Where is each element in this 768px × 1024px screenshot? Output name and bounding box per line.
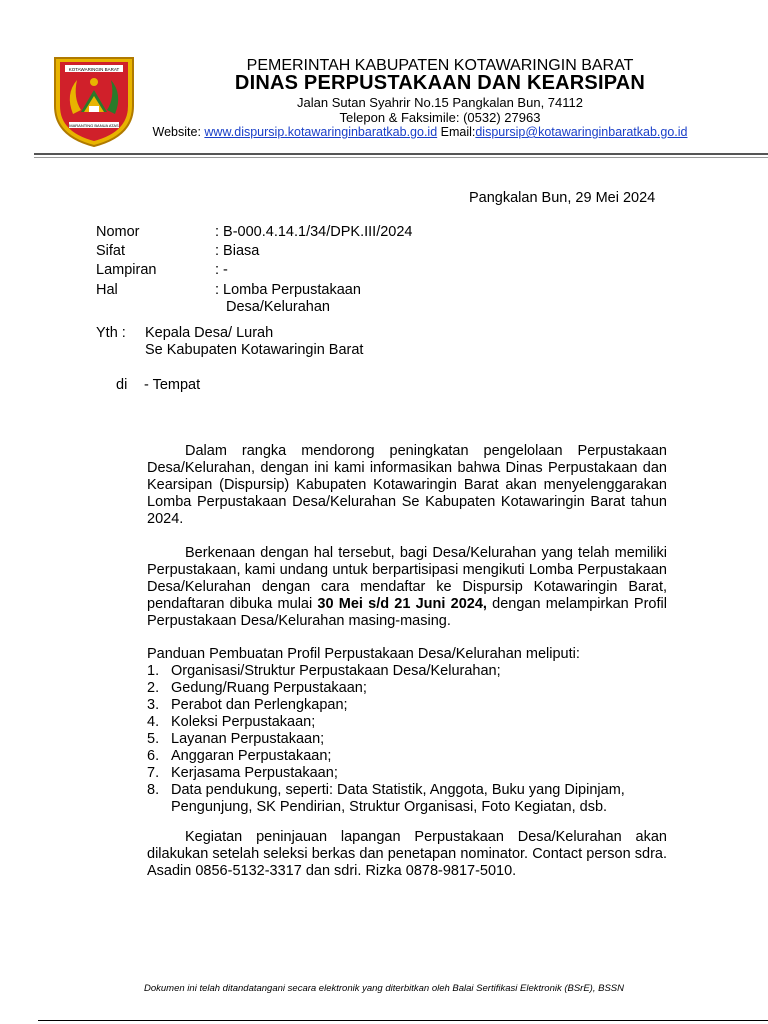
- meta-value-hal-line2: Desa/Kelurahan: [226, 299, 330, 315]
- list-item-number: 8.: [147, 782, 160, 798]
- list-item-text: Koleksi Perpustakaan;: [171, 714, 316, 730]
- place-date: Pangkalan Bun, 29 Mei 2024: [469, 190, 656, 206]
- guide-list: [147, 663, 667, 816]
- letterhead-divider-thin: [34, 157, 768, 158]
- list-item: [147, 663, 667, 680]
- list-item: [147, 782, 667, 816]
- meta-label-sifat: Sifat: [96, 243, 126, 259]
- recipient-line2: Se Kabupaten Kotawaringin Barat: [145, 342, 364, 358]
- recipient-prefix: Yth :: [96, 325, 126, 341]
- office-address: Jalan Sutan Syahrir No.15 Pangkalan Bun, 74112: [297, 95, 583, 110]
- list-item: [147, 731, 667, 748]
- meta-value-nomor: : B-000.4.14.1/34/DPK.III/2024: [215, 224, 413, 240]
- department-name: DINAS PERPUSTAKAAN DAN KEARSIPAN: [234, 72, 646, 94]
- list-item: [147, 697, 667, 714]
- paragraph-closing: Kegiatan peninjauan lapangan Perpustakaan Desa/Kelurahan akan dilakukan setelah seleksi berkas dan penetapan nominator. Contact person sdra. Asadin 0856-5132-3317 dan sdri. Rizka 0878-9817-5010.: [147, 829, 667, 879]
- list-item-number: 4.: [147, 714, 160, 730]
- list-item-text: Anggaran Perpustakaan;: [171, 748, 332, 764]
- list-item: [147, 680, 667, 697]
- list-item-number: 1.: [147, 663, 160, 679]
- list-item: [147, 748, 667, 765]
- e-signature-note: Dokumen ini telah ditandatangani secara elektronik yang diterbitkan oleh Balai Sertifikasi Elektronik (BSrE), BSSN: [144, 983, 624, 994]
- meta-label-hal: Hal: [96, 282, 118, 298]
- website-label: Website:: [152, 125, 205, 139]
- recipient-line1: Kepala Desa/ Lurah: [145, 325, 274, 341]
- list-item-text: Organisasi/Struktur Perpustakaan Desa/Kelurahan;: [171, 663, 501, 679]
- list-item-number: 3.: [147, 697, 160, 713]
- location: - Tempat: [144, 377, 201, 393]
- registration-period: 30 Mei s/d 21 Juni 2024,: [317, 596, 487, 612]
- office-phone: Telepon & Faksimile: (0532) 27963: [339, 110, 541, 125]
- guide-title: Panduan Pembuatan Profil Perpustakaan Desa/Kelurahan meliputi:: [147, 646, 580, 662]
- logo-bottom-text: MARANTING BANUA ATAS: [69, 123, 119, 128]
- contact-line: [120, 125, 720, 139]
- list-item-text: Layanan Perpustakaan;: [171, 731, 325, 747]
- footer-divider: [38, 1020, 768, 1021]
- list-item-number: 5.: [147, 731, 160, 747]
- list-item-number: 7.: [147, 765, 160, 781]
- letterhead-divider: [34, 153, 768, 155]
- meta-value-sifat: : Biasa: [215, 243, 260, 259]
- email-label: Email:: [437, 125, 476, 139]
- list-item: [147, 714, 667, 731]
- list-item-number: 6.: [147, 748, 160, 764]
- list-item-text: Data pendukung, seperti: Data Statistik, Anggota, Buku yang Dipinjam, Pengunjung, SK Pendirian, Struktur Organisasi, Foto Kegiatan, dsb.: [171, 782, 625, 815]
- list-item-number: 2.: [147, 680, 160, 696]
- list-item-text: Gedung/Ruang Perpustakaan;: [171, 680, 367, 696]
- list-item-text: Kerjasama Perpustakaan;: [171, 765, 338, 781]
- paragraph-registration-end: dengan melampirkan Profil Perpustakaan Desa/Kelurahan masing-masing.: [147, 596, 667, 629]
- website-link[interactable]: www.dispursip.kotawaringinbaratkab.go.id: [204, 125, 438, 139]
- meta-value-hal: : Lomba Perpustakaan: [215, 282, 361, 298]
- list-item: [147, 765, 667, 782]
- logo-top-text: KOTAWARINGIN BARAT: [68, 67, 120, 72]
- paragraph-intro: Dalam rangka mendorong peningkatan pengelolaan Perpustakaan Desa/Kelurahan, dengan ini kami informasikan bahwa Dinas Perpustakaan dan Kearsipan (Dispursip) Kabupaten Kotawaringin Barat akan menyelenggarakan Lomba Perpustakaan Desa/Kelurahan Se Kabupaten Kotawaringin Barat tahun 2024.: [147, 443, 667, 527]
- paragraph-registration-text: Berkenaan dengan hal tersebut, bagi Desa/Kelurahan yang telah memiliki Perpustakaan, kami undang untuk berpartisipasi mengikuti Lomba Perpustakaan Desa/Kelurahan dengan cara mendaftar ke Dispursip Kotawaringin Barat, pendaftaran dibuka mulai: [147, 545, 667, 612]
- location-prefix: di: [116, 377, 128, 393]
- meta-value-lampiran: : -: [215, 262, 228, 278]
- email-link[interactable]: dispursip@kotawaringinbaratkab.go.id: [475, 125, 688, 139]
- list-item-text: Perabot dan Perlengkapan;: [171, 697, 348, 713]
- paragraph-registration: [147, 545, 667, 630]
- meta-label-lampiran: Lampiran: [96, 262, 157, 278]
- government-name: PEMERINTAH KABUPATEN KOTAWARINGIN BARAT: [246, 57, 634, 74]
- meta-label-nomor: Nomor: [96, 224, 140, 240]
